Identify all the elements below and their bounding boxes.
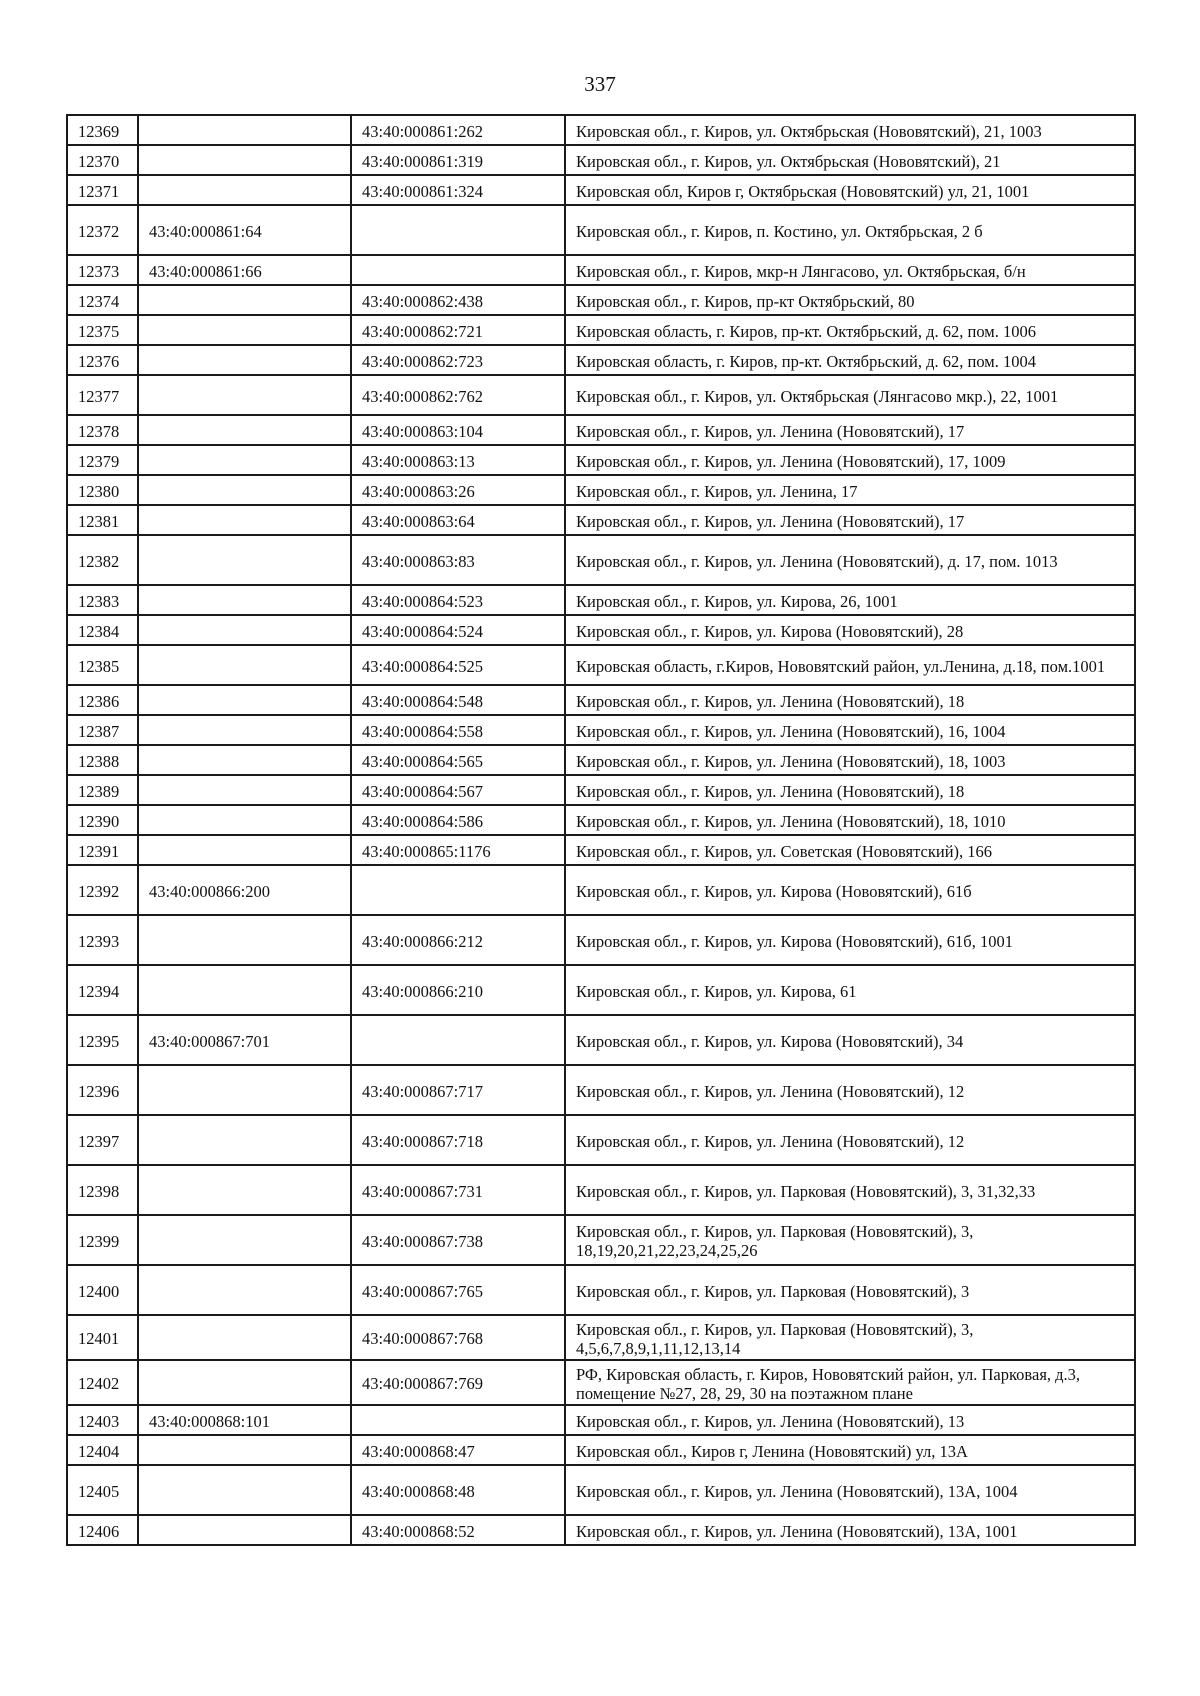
row-number-cell: 12378 bbox=[67, 415, 138, 445]
table-row bbox=[67, 415, 1135, 445]
table-row bbox=[67, 1015, 1135, 1065]
row-number-cell: 12384 bbox=[67, 615, 138, 645]
address-cell: Кировская обл., г. Киров, ул. Парковая (Нововятский), 3, 18,19,20,21,22,23,24,25,26 bbox=[565, 1215, 1135, 1265]
land-cadastral-cell bbox=[138, 1165, 351, 1215]
row-number-cell: 12372 bbox=[67, 205, 138, 255]
address-cell: Кировская обл., г. Киров, пр-кт Октябрьский, 80 bbox=[565, 285, 1135, 315]
object-cadastral-cell: 43:40:000862:723 bbox=[351, 345, 565, 375]
page-number: 337 bbox=[584, 72, 616, 96]
address-cell: Кировская обл., г. Киров, ул. Октябрьская (Нововятский), 21, 1003 bbox=[565, 115, 1135, 145]
object-cadastral-cell: 43:40:000864:524 bbox=[351, 615, 565, 645]
table-row bbox=[67, 1435, 1135, 1465]
object-cadastral-cell: 43:40:000866:212 bbox=[351, 915, 565, 965]
land-cadastral-cell bbox=[138, 505, 351, 535]
row-number-cell: 12382 bbox=[67, 535, 138, 585]
land-cadastral-cell bbox=[138, 115, 351, 145]
land-cadastral-cell bbox=[138, 145, 351, 175]
land-cadastral-cell bbox=[138, 835, 351, 865]
land-cadastral-cell bbox=[138, 1115, 351, 1165]
land-cadastral-cell bbox=[138, 535, 351, 585]
row-number-cell: 12404 bbox=[67, 1435, 138, 1465]
address-cell: Кировская обл., Киров г, Ленина (Нововятский) ул, 13А bbox=[565, 1435, 1135, 1465]
row-number-cell: 12394 bbox=[67, 965, 138, 1015]
address-cell: Кировская область, г. Киров, пр-кт. Октябрьский, д. 62, пом. 1006 bbox=[565, 315, 1135, 345]
land-cadastral-cell bbox=[138, 1065, 351, 1115]
land-cadastral-cell: 43:40:000867:701 bbox=[138, 1015, 351, 1065]
row-number-cell: 12388 bbox=[67, 745, 138, 775]
object-cadastral-cell: 43:40:000867:765 bbox=[351, 1265, 565, 1315]
row-number-cell: 12402 bbox=[67, 1360, 138, 1405]
table-row bbox=[67, 1115, 1135, 1165]
land-cadastral-cell bbox=[138, 1265, 351, 1315]
land-cadastral-cell bbox=[138, 415, 351, 445]
table-row bbox=[67, 965, 1135, 1015]
object-cadastral-cell bbox=[351, 865, 565, 915]
table-row bbox=[67, 775, 1135, 805]
row-number-cell: 12391 bbox=[67, 835, 138, 865]
object-cadastral-cell: 43:40:000864:565 bbox=[351, 745, 565, 775]
object-cadastral-cell: 43:40:000867:769 bbox=[351, 1360, 565, 1405]
land-cadastral-cell bbox=[138, 585, 351, 615]
table-row bbox=[67, 805, 1135, 835]
address-cell: Кировская обл., г. Киров, ул. Кирова (Нововятский), 28 bbox=[565, 615, 1135, 645]
row-number-cell: 12389 bbox=[67, 775, 138, 805]
row-number-cell: 12403 bbox=[67, 1405, 138, 1435]
row-number-cell: 12377 bbox=[67, 375, 138, 415]
object-cadastral-cell: 43:40:000865:1176 bbox=[351, 835, 565, 865]
address-cell: РФ, Кировская область, г. Киров, Нововятский район, ул. Парковая, д.3, помещение №27, 28, 29, 30 на поэтажном плане bbox=[565, 1360, 1135, 1405]
land-cadastral-cell: 43:40:000868:101 bbox=[138, 1405, 351, 1435]
row-number-cell: 12399 bbox=[67, 1215, 138, 1265]
object-cadastral-cell bbox=[351, 1015, 565, 1065]
table-row bbox=[67, 915, 1135, 965]
object-cadastral-cell: 43:40:000867:768 bbox=[351, 1315, 565, 1360]
address-cell: Кировская обл., г. Киров, ул. Кирова, 61 bbox=[565, 965, 1135, 1015]
object-cadastral-cell: 43:40:000863:26 bbox=[351, 475, 565, 505]
address-cell: Кировская обл., г. Киров, ул. Ленина (Нововятский), 13А, 1004 bbox=[565, 1465, 1135, 1515]
land-cadastral-cell bbox=[138, 475, 351, 505]
address-cell: Кировская обл., г. Киров, ул. Ленина (Нововятский), 16, 1004 bbox=[565, 715, 1135, 745]
address-cell: Кировская обл., г. Киров, ул. Ленина (Нововятский), 17, 1009 bbox=[565, 445, 1135, 475]
row-number-cell: 12397 bbox=[67, 1115, 138, 1165]
object-cadastral-cell: 43:40:000861:319 bbox=[351, 145, 565, 175]
table-row bbox=[67, 585, 1135, 615]
table-row bbox=[67, 475, 1135, 505]
table-row bbox=[67, 205, 1135, 255]
table-row bbox=[67, 615, 1135, 645]
table-row bbox=[67, 1165, 1135, 1215]
table-row bbox=[67, 505, 1135, 535]
address-cell: Кировская обл., г. Киров, ул. Ленина (Нововятский), 18 bbox=[565, 685, 1135, 715]
address-cell: Кировская обл., г. Киров, ул. Октябрьская (Нововятский), 21 bbox=[565, 145, 1135, 175]
address-cell: Кировская обл., г. Киров, ул. Ленина (Нововятский), 13А, 1001 bbox=[565, 1515, 1135, 1545]
address-cell: Кировская обл., г. Киров, ул. Парковая (Нововятский), 3, 31,32,33 bbox=[565, 1165, 1135, 1215]
row-number-cell: 12387 bbox=[67, 715, 138, 745]
row-number-cell: 12371 bbox=[67, 175, 138, 205]
land-cadastral-cell: 43:40:000861:64 bbox=[138, 205, 351, 255]
land-cadastral-cell bbox=[138, 685, 351, 715]
land-cadastral-cell bbox=[138, 1315, 351, 1360]
row-number-cell: 12392 bbox=[67, 865, 138, 915]
registry-table-body bbox=[67, 115, 1135, 1545]
table-row bbox=[67, 745, 1135, 775]
table-row bbox=[67, 1465, 1135, 1515]
address-cell: Кировская область, г. Киров, пр-кт. Октябрьский, д. 62, пом. 1004 bbox=[565, 345, 1135, 375]
land-cadastral-cell bbox=[138, 375, 351, 415]
address-cell: Кировская обл., г. Киров, ул. Парковая (Нововятский), 3, 4,5,6,7,8,9,1,11,12,13,14 bbox=[565, 1315, 1135, 1360]
row-number-cell: 12385 bbox=[67, 645, 138, 685]
address-cell: Кировская обл, Киров г, Октябрьская (Нововятский) ул, 21, 1001 bbox=[565, 175, 1135, 205]
land-cadastral-cell: 43:40:000861:66 bbox=[138, 255, 351, 285]
row-number-cell: 12376 bbox=[67, 345, 138, 375]
land-cadastral-cell bbox=[138, 645, 351, 685]
land-cadastral-cell bbox=[138, 915, 351, 965]
table-row bbox=[67, 255, 1135, 285]
land-cadastral-cell bbox=[138, 1435, 351, 1465]
address-cell: Кировская обл., г. Киров, ул. Ленина (Нововятский), 17 bbox=[565, 505, 1135, 535]
object-cadastral-cell: 43:40:000864:548 bbox=[351, 685, 565, 715]
address-cell: Кировская обл., г. Киров, ул. Кирова (Нововятский), 61б, 1001 bbox=[565, 915, 1135, 965]
object-cadastral-cell bbox=[351, 255, 565, 285]
land-cadastral-cell bbox=[138, 175, 351, 205]
object-cadastral-cell: 43:40:000862:762 bbox=[351, 375, 565, 415]
object-cadastral-cell: 43:40:000868:52 bbox=[351, 1515, 565, 1545]
land-cadastral-cell bbox=[138, 615, 351, 645]
object-cadastral-cell: 43:40:000864:525 bbox=[351, 645, 565, 685]
row-number-cell: 12374 bbox=[67, 285, 138, 315]
registry-table bbox=[66, 114, 1136, 1546]
object-cadastral-cell: 43:40:000864:523 bbox=[351, 585, 565, 615]
row-number-cell: 12380 bbox=[67, 475, 138, 505]
land-cadastral-cell bbox=[138, 805, 351, 835]
table-row bbox=[67, 445, 1135, 475]
table-row bbox=[67, 145, 1135, 175]
address-cell: Кировская обл., г. Киров, ул. Ленина (Нововятский), 18, 1010 bbox=[565, 805, 1135, 835]
table-row bbox=[67, 1215, 1135, 1265]
row-number-cell: 12390 bbox=[67, 805, 138, 835]
address-cell: Кировская обл., г. Киров, ул. Ленина (Нововятский), 17 bbox=[565, 415, 1135, 445]
table-row bbox=[67, 865, 1135, 915]
row-number-cell: 12383 bbox=[67, 585, 138, 615]
row-number-cell: 12386 bbox=[67, 685, 138, 715]
address-cell: Кировская обл., г. Киров, ул. Ленина (Нововятский), 18, 1003 bbox=[565, 745, 1135, 775]
row-number-cell: 12401 bbox=[67, 1315, 138, 1360]
table-row bbox=[67, 1515, 1135, 1545]
row-number-cell: 12379 bbox=[67, 445, 138, 475]
land-cadastral-cell bbox=[138, 775, 351, 805]
object-cadastral-cell: 43:40:000862:438 bbox=[351, 285, 565, 315]
land-cadastral-cell bbox=[138, 445, 351, 475]
row-number-cell: 12373 bbox=[67, 255, 138, 285]
table-row bbox=[67, 285, 1135, 315]
land-cadastral-cell bbox=[138, 745, 351, 775]
land-cadastral-cell bbox=[138, 285, 351, 315]
address-cell: Кировская обл., г. Киров, мкр-н Лянгасово, ул. Октябрьская, б/н bbox=[565, 255, 1135, 285]
land-cadastral-cell bbox=[138, 965, 351, 1015]
row-number-cell: 12400 bbox=[67, 1265, 138, 1315]
land-cadastral-cell bbox=[138, 715, 351, 745]
table-row bbox=[67, 715, 1135, 745]
row-number-cell: 12398 bbox=[67, 1165, 138, 1215]
table-row bbox=[67, 1405, 1135, 1435]
address-cell: Кировская обл., г. Киров, п. Костино, ул. Октябрьская, 2 б bbox=[565, 205, 1135, 255]
row-number-cell: 12406 bbox=[67, 1515, 138, 1545]
table-row bbox=[67, 645, 1135, 685]
land-cadastral-cell bbox=[138, 315, 351, 345]
address-cell: Кировская обл., г. Киров, ул. Парковая (Нововятский), 3 bbox=[565, 1265, 1135, 1315]
object-cadastral-cell: 43:40:000863:64 bbox=[351, 505, 565, 535]
address-cell: Кировская обл., г. Киров, ул. Ленина (Нововятский), 12 bbox=[565, 1065, 1135, 1115]
land-cadastral-cell bbox=[138, 1215, 351, 1265]
table-row bbox=[67, 835, 1135, 865]
row-number-cell: 12381 bbox=[67, 505, 138, 535]
address-cell: Кировская обл., г. Киров, ул. Ленина (Нововятский), 13 bbox=[565, 1405, 1135, 1435]
object-cadastral-cell: 43:40:000867:738 bbox=[351, 1215, 565, 1265]
object-cadastral-cell: 43:40:000861:324 bbox=[351, 175, 565, 205]
object-cadastral-cell: 43:40:000868:47 bbox=[351, 1435, 565, 1465]
land-cadastral-cell bbox=[138, 345, 351, 375]
address-cell: Кировская обл., г. Киров, ул. Кирова (Нововятский), 61б bbox=[565, 865, 1135, 915]
object-cadastral-cell: 43:40:000864:586 bbox=[351, 805, 565, 835]
table-row bbox=[67, 115, 1135, 145]
object-cadastral-cell: 43:40:000868:48 bbox=[351, 1465, 565, 1515]
table-row bbox=[67, 535, 1135, 585]
row-number-cell: 12405 bbox=[67, 1465, 138, 1515]
table-row bbox=[67, 345, 1135, 375]
table-row bbox=[67, 1360, 1135, 1405]
object-cadastral-cell: 43:40:000863:104 bbox=[351, 415, 565, 445]
row-number-cell: 12395 bbox=[67, 1015, 138, 1065]
land-cadastral-cell bbox=[138, 1515, 351, 1545]
table-row bbox=[67, 1065, 1135, 1115]
address-cell: Кировская обл., г. Киров, ул. Октябрьская (Лянгасово мкр.), 22, 1001 bbox=[565, 375, 1135, 415]
row-number-cell: 12375 bbox=[67, 315, 138, 345]
address-cell: Кировская обл., г. Киров, ул. Кирова (Нововятский), 34 bbox=[565, 1015, 1135, 1065]
table-row bbox=[67, 685, 1135, 715]
object-cadastral-cell: 43:40:000863:83 bbox=[351, 535, 565, 585]
address-cell: Кировская обл., г. Киров, ул. Ленина (Нововятский), 18 bbox=[565, 775, 1135, 805]
object-cadastral-cell: 43:40:000867:718 bbox=[351, 1115, 565, 1165]
address-cell: Кировская обл., г. Киров, ул. Советская (Нововятский), 166 bbox=[565, 835, 1135, 865]
address-cell: Кировская обл., г. Киров, ул. Ленина, 17 bbox=[565, 475, 1135, 505]
address-cell: Кировская обл., г. Киров, ул. Ленина (Нововятский), д. 17, пом. 1013 bbox=[565, 535, 1135, 585]
object-cadastral-cell: 43:40:000864:558 bbox=[351, 715, 565, 745]
land-cadastral-cell bbox=[138, 1360, 351, 1405]
table-row bbox=[67, 1315, 1135, 1360]
row-number-cell: 12370 bbox=[67, 145, 138, 175]
table-row bbox=[67, 175, 1135, 205]
address-cell: Кировская обл., г. Киров, ул. Кирова, 26, 1001 bbox=[565, 585, 1135, 615]
row-number-cell: 12396 bbox=[67, 1065, 138, 1115]
object-cadastral-cell: 43:40:000864:567 bbox=[351, 775, 565, 805]
table-row bbox=[67, 315, 1135, 345]
object-cadastral-cell: 43:40:000861:262 bbox=[351, 115, 565, 145]
object-cadastral-cell: 43:40:000866:210 bbox=[351, 965, 565, 1015]
object-cadastral-cell bbox=[351, 1405, 565, 1435]
object-cadastral-cell: 43:40:000867:731 bbox=[351, 1165, 565, 1215]
address-cell: Кировская область, г.Киров, Нововятский район, ул.Ленина, д.18, пом.1001 bbox=[565, 645, 1135, 685]
object-cadastral-cell: 43:40:000863:13 bbox=[351, 445, 565, 475]
row-number-cell: 12393 bbox=[67, 915, 138, 965]
object-cadastral-cell: 43:40:000862:721 bbox=[351, 315, 565, 345]
object-cadastral-cell bbox=[351, 205, 565, 255]
land-cadastral-cell bbox=[138, 1465, 351, 1515]
table-row bbox=[67, 375, 1135, 415]
land-cadastral-cell: 43:40:000866:200 bbox=[138, 865, 351, 915]
address-cell: Кировская обл., г. Киров, ул. Ленина (Нововятский), 12 bbox=[565, 1115, 1135, 1165]
table-row bbox=[67, 1265, 1135, 1315]
row-number-cell: 12369 bbox=[67, 115, 138, 145]
object-cadastral-cell: 43:40:000867:717 bbox=[351, 1065, 565, 1115]
